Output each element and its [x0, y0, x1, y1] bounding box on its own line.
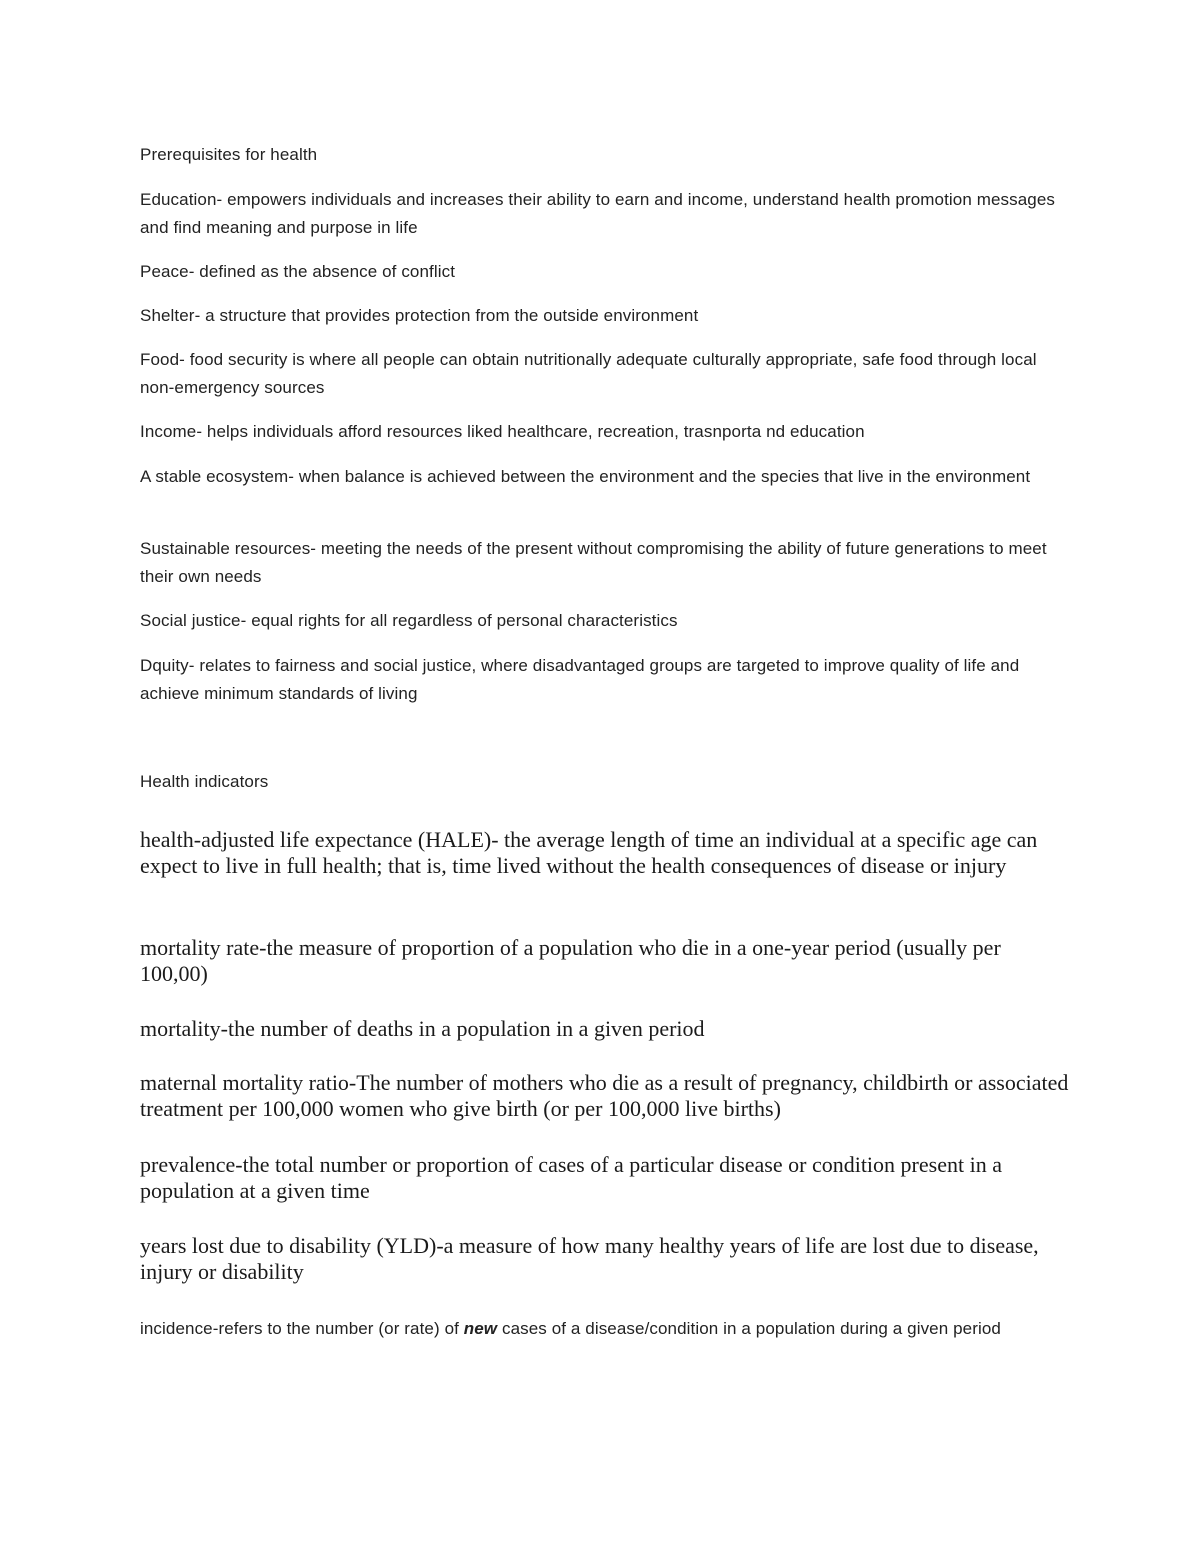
incidence-text-after: cases of a disease/condition in a population during a given period [497, 1319, 1001, 1338]
indicator-hale: health-adjusted life expectance (HALE)- the average length of time an individual at a specific age can expect to live in full health; that is, time lived without the health consequences of disease or injury [140, 827, 1038, 878]
prerequisite-income: Income- helps individuals afford resources liked healthcare, recreation, trasnporta nd education [140, 422, 865, 441]
prerequisite-equity: Dquity- relates to fairness and social justice, where disadvantaged groups are targeted to improve quality of life and achieve minimum standards of living [140, 656, 1020, 703]
prerequisite-sustainable-resources: Sustainable resources- meeting the needs of the present without compromising the ability of future generations to meet their own needs [140, 539, 1047, 586]
indicator-mortality-rate: mortality rate-the measure of proportion of a population who die in a one-year period (usually per 100,00) [140, 935, 1001, 986]
prerequisite-food: Food- food security is where all people can obtain nutritionally adequate culturally appropriate, safe food through local non-emergency sources [140, 350, 1037, 397]
prerequisite-education: Education- empowers individuals and increases their ability to earn and income, understand health promotion messages and find meaning and purpose in life [140, 190, 1055, 237]
indicator-maternal-mortality-ratio: maternal mortality ratio-The number of mothers who die as a result of pregnancy, childbirth or associated treatment per 100,000 women who give birth (or per 100,000 live births) [140, 1070, 1069, 1121]
incidence-text-before: incidence-refers to the number (or rate) of [140, 1319, 464, 1338]
indicator-incidence [140, 1315, 1070, 1343]
section-heading-prerequisites: Prerequisites for health [140, 145, 318, 164]
prerequisite-stable-ecosystem: A stable ecosystem- when balance is achieved between the environment and the species that live in the environment [140, 467, 1031, 486]
prerequisite-social-justice: Social justice- equal rights for all regardless of personal characteristics [140, 611, 678, 630]
prerequisite-shelter: Shelter- a structure that provides protection from the outside environment [140, 306, 699, 325]
indicator-prevalence: prevalence-the total number or proportion of cases of a particular disease or condition present in a population at a given time [140, 1152, 1002, 1203]
incidence-emphasis-new: new [463, 1319, 498, 1338]
indicator-yld: years lost due to disability (YLD)-a measure of how many healthy years of life are lost due to disease, injury or disability [140, 1233, 1039, 1284]
prerequisite-peace: Peace- defined as the absence of conflict [140, 262, 456, 281]
indicator-mortality: mortality-the number of deaths in a population in a given period [140, 1016, 705, 1041]
section-heading-health-indicators: Health indicators [140, 772, 269, 791]
